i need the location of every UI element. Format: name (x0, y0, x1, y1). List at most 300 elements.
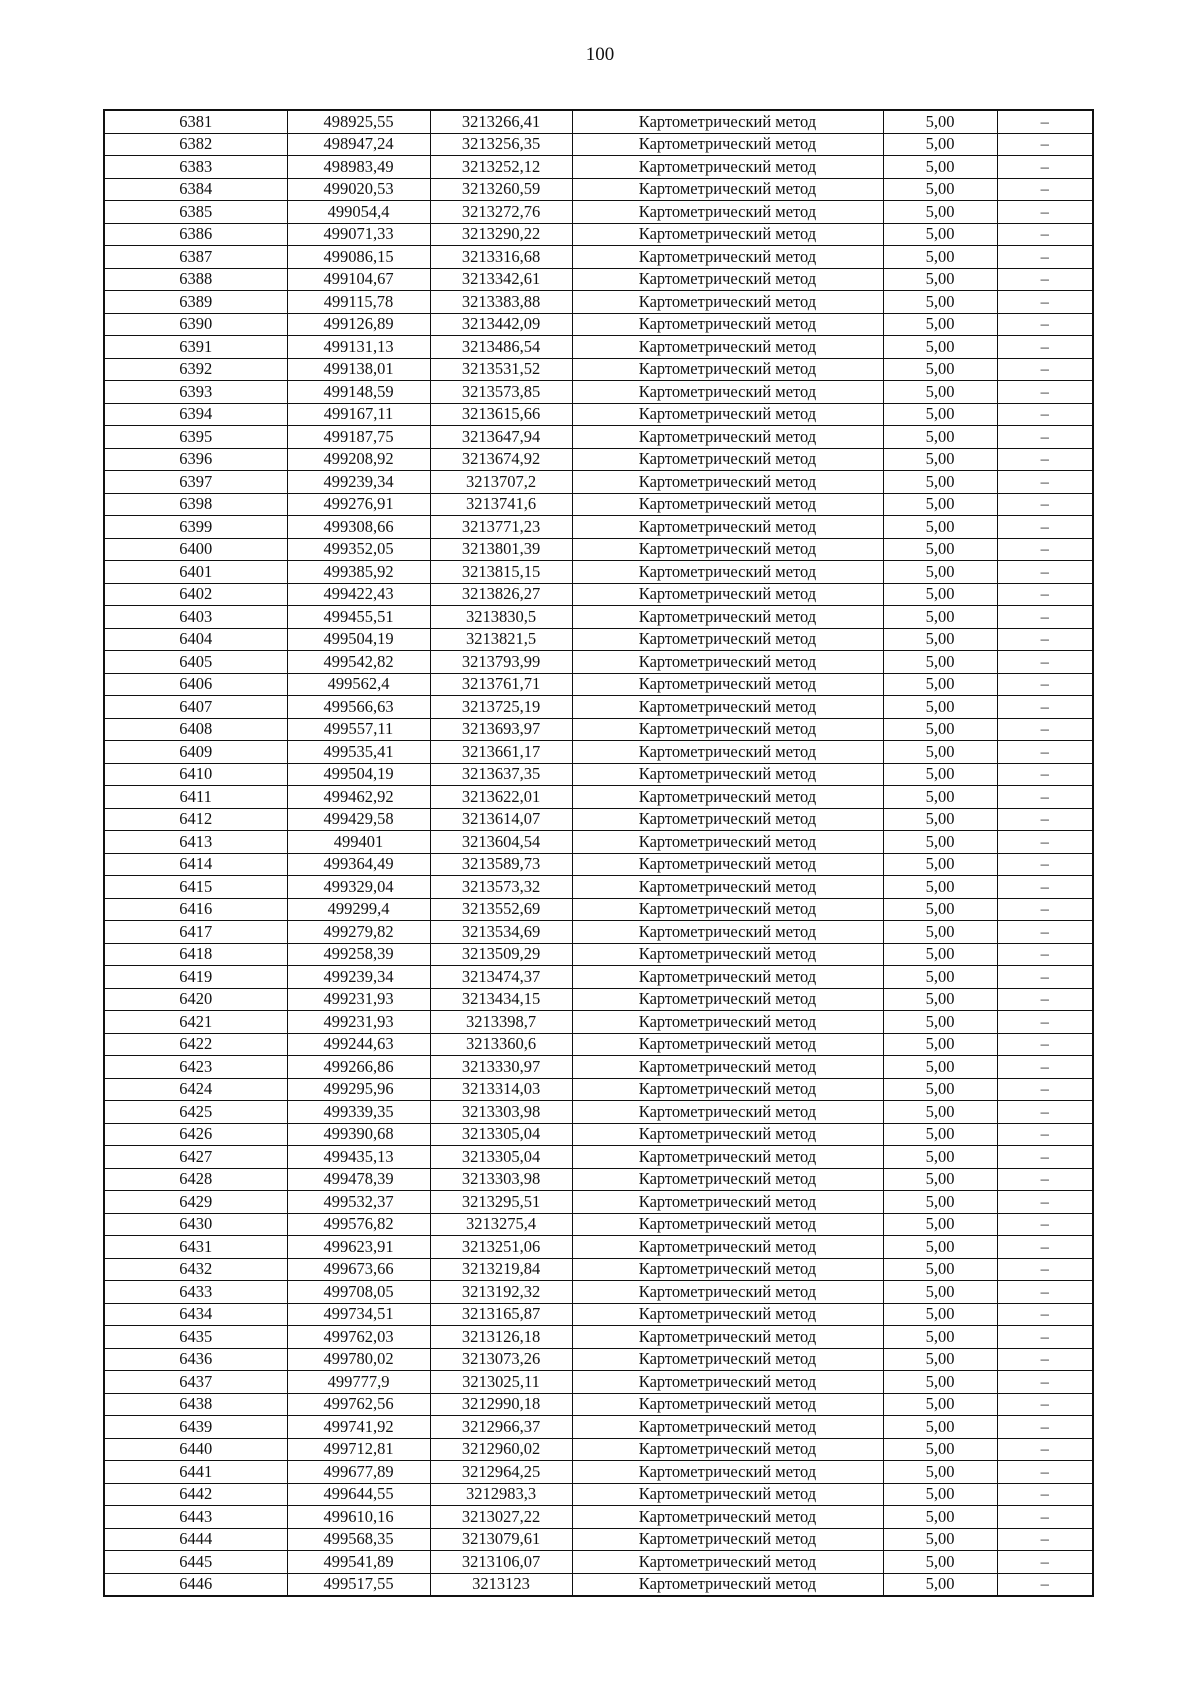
accuracy-cell: 5,00 (883, 583, 997, 606)
method-cell: Картометрический метод (572, 831, 883, 854)
method-cell: Картометрический метод (572, 1551, 883, 1574)
x-coordinate-cell: 499623,91 (287, 1236, 430, 1259)
x-coordinate-cell: 498983,49 (287, 156, 430, 179)
point-number-cell: 6433 (104, 1281, 287, 1304)
note-cell: – (997, 1281, 1093, 1304)
point-number-cell: 6417 (104, 921, 287, 944)
y-coordinate-cell: 3213661,17 (430, 741, 572, 764)
x-coordinate-cell: 499780,02 (287, 1348, 430, 1371)
accuracy-cell: 5,00 (883, 943, 997, 966)
table-row (104, 403, 1093, 426)
table-row (104, 516, 1093, 539)
table-row (104, 223, 1093, 246)
method-cell: Картометрический метод (572, 696, 883, 719)
method-cell: Картометрический метод (572, 336, 883, 359)
x-coordinate-cell: 499504,19 (287, 763, 430, 786)
x-coordinate-cell: 499308,66 (287, 516, 430, 539)
x-coordinate-cell: 499208,92 (287, 448, 430, 471)
method-cell: Картометрический метод (572, 921, 883, 944)
note-cell: – (997, 1303, 1093, 1326)
point-number-cell: 6396 (104, 448, 287, 471)
accuracy-cell: 5,00 (883, 1213, 997, 1236)
point-number-cell: 6431 (104, 1236, 287, 1259)
y-coordinate-cell: 3213252,12 (430, 156, 572, 179)
note-cell: – (997, 1438, 1093, 1461)
accuracy-cell: 5,00 (883, 1056, 997, 1079)
y-coordinate-cell: 3212990,18 (430, 1393, 572, 1416)
y-coordinate-cell: 3213647,94 (430, 426, 572, 449)
x-coordinate-cell: 499231,93 (287, 1011, 430, 1034)
x-coordinate-cell: 499258,39 (287, 943, 430, 966)
y-coordinate-cell: 3213256,35 (430, 133, 572, 156)
x-coordinate-cell: 499532,37 (287, 1191, 430, 1214)
table-row (104, 1528, 1093, 1551)
accuracy-cell: 5,00 (883, 223, 997, 246)
y-coordinate-cell: 3213260,59 (430, 178, 572, 201)
note-cell: – (997, 1101, 1093, 1124)
point-number-cell: 6399 (104, 516, 287, 539)
note-cell: – (997, 808, 1093, 831)
table-row (104, 1438, 1093, 1461)
table-row (104, 673, 1093, 696)
y-coordinate-cell: 3213295,51 (430, 1191, 572, 1214)
note-cell: – (997, 133, 1093, 156)
point-number-cell: 6403 (104, 606, 287, 629)
y-coordinate-cell: 3213398,7 (430, 1011, 572, 1034)
table-row (104, 133, 1093, 156)
x-coordinate-cell: 499504,19 (287, 628, 430, 651)
note-cell: – (997, 1371, 1093, 1394)
y-coordinate-cell: 3213622,01 (430, 786, 572, 809)
x-coordinate-cell: 499115,78 (287, 291, 430, 314)
accuracy-cell: 5,00 (883, 110, 997, 133)
x-coordinate-cell: 499352,05 (287, 538, 430, 561)
point-number-cell: 6408 (104, 718, 287, 741)
method-cell: Картометрический метод (572, 156, 883, 179)
point-number-cell: 6426 (104, 1123, 287, 1146)
note-cell: – (997, 1416, 1093, 1439)
table-row (104, 1011, 1093, 1034)
y-coordinate-cell: 3213342,61 (430, 268, 572, 291)
x-coordinate-cell: 499385,92 (287, 561, 430, 584)
y-coordinate-cell: 3213303,98 (430, 1168, 572, 1191)
table-row (104, 583, 1093, 606)
accuracy-cell: 5,00 (883, 763, 997, 786)
y-coordinate-cell: 3212960,02 (430, 1438, 572, 1461)
method-cell: Картометрический метод (572, 1461, 883, 1484)
y-coordinate-cell: 3213330,97 (430, 1056, 572, 1079)
method-cell: Картометрический метод (572, 1258, 883, 1281)
table-row (104, 1573, 1093, 1596)
point-number-cell: 6428 (104, 1168, 287, 1191)
y-coordinate-cell: 3213079,61 (430, 1528, 572, 1551)
note-cell: – (997, 853, 1093, 876)
point-number-cell: 6411 (104, 786, 287, 809)
y-coordinate-cell: 3213272,76 (430, 201, 572, 224)
y-coordinate-cell: 3213589,73 (430, 853, 572, 876)
x-coordinate-cell: 499673,66 (287, 1258, 430, 1281)
y-coordinate-cell: 3212964,25 (430, 1461, 572, 1484)
x-coordinate-cell: 499762,03 (287, 1326, 430, 1349)
method-cell: Картометрический метод (572, 1303, 883, 1326)
point-number-cell: 6439 (104, 1416, 287, 1439)
coordinates-table (103, 109, 1094, 1597)
y-coordinate-cell: 3213725,19 (430, 696, 572, 719)
method-cell: Картометрический метод (572, 876, 883, 899)
y-coordinate-cell: 3213290,22 (430, 223, 572, 246)
table-row (104, 381, 1093, 404)
note-cell: – (997, 561, 1093, 584)
method-cell: Картометрический метод (572, 898, 883, 921)
point-number-cell: 6383 (104, 156, 287, 179)
accuracy-cell: 5,00 (883, 1461, 997, 1484)
note-cell: – (997, 1168, 1093, 1191)
method-cell: Картометрический метод (572, 966, 883, 989)
accuracy-cell: 5,00 (883, 1326, 997, 1349)
note-cell: – (997, 178, 1093, 201)
method-cell: Картометрический метод (572, 583, 883, 606)
x-coordinate-cell: 499535,41 (287, 741, 430, 764)
note-cell: – (997, 201, 1093, 224)
note-cell: – (997, 943, 1093, 966)
accuracy-cell: 5,00 (883, 898, 997, 921)
accuracy-cell: 5,00 (883, 1371, 997, 1394)
method-cell: Картометрический метод (572, 651, 883, 674)
method-cell: Картометрический метод (572, 853, 883, 876)
note-cell: – (997, 1078, 1093, 1101)
point-number-cell: 6438 (104, 1393, 287, 1416)
table-row (104, 178, 1093, 201)
y-coordinate-cell: 3212983,3 (430, 1483, 572, 1506)
method-cell: Картометрический метод (572, 1371, 883, 1394)
point-number-cell: 6398 (104, 493, 287, 516)
x-coordinate-cell: 499677,89 (287, 1461, 430, 1484)
y-coordinate-cell: 3213615,66 (430, 403, 572, 426)
y-coordinate-cell: 3213305,04 (430, 1123, 572, 1146)
method-cell: Картометрический метод (572, 493, 883, 516)
method-cell: Картометрический метод (572, 628, 883, 651)
table-row (104, 876, 1093, 899)
accuracy-cell: 5,00 (883, 1101, 997, 1124)
y-coordinate-cell: 3213434,15 (430, 988, 572, 1011)
x-coordinate-cell: 499266,86 (287, 1056, 430, 1079)
accuracy-cell: 5,00 (883, 1528, 997, 1551)
point-number-cell: 6404 (104, 628, 287, 651)
point-number-cell: 6400 (104, 538, 287, 561)
point-number-cell: 6427 (104, 1146, 287, 1169)
accuracy-cell: 5,00 (883, 246, 997, 269)
point-number-cell: 6437 (104, 1371, 287, 1394)
note-cell: – (997, 358, 1093, 381)
note-cell: – (997, 1573, 1093, 1596)
note-cell: – (997, 921, 1093, 944)
method-cell: Картометрический метод (572, 1011, 883, 1034)
point-number-cell: 6415 (104, 876, 287, 899)
table-row (104, 448, 1093, 471)
accuracy-cell: 5,00 (883, 448, 997, 471)
method-cell: Картометрический метод (572, 1123, 883, 1146)
note-cell: – (997, 493, 1093, 516)
note-cell: – (997, 1213, 1093, 1236)
x-coordinate-cell: 499462,92 (287, 786, 430, 809)
accuracy-cell: 5,00 (883, 1506, 997, 1529)
accuracy-cell: 5,00 (883, 403, 997, 426)
point-number-cell: 6389 (104, 291, 287, 314)
note-cell: – (997, 110, 1093, 133)
y-coordinate-cell: 3213674,92 (430, 448, 572, 471)
point-number-cell: 6393 (104, 381, 287, 404)
x-coordinate-cell: 499167,11 (287, 403, 430, 426)
accuracy-cell: 5,00 (883, 1348, 997, 1371)
accuracy-cell: 5,00 (883, 651, 997, 674)
y-coordinate-cell: 3213693,97 (430, 718, 572, 741)
accuracy-cell: 5,00 (883, 718, 997, 741)
point-number-cell: 6419 (104, 966, 287, 989)
y-coordinate-cell: 3213741,6 (430, 493, 572, 516)
accuracy-cell: 5,00 (883, 538, 997, 561)
point-number-cell: 6401 (104, 561, 287, 584)
note-cell: – (997, 831, 1093, 854)
point-number-cell: 6382 (104, 133, 287, 156)
method-cell: Картометрический метод (572, 291, 883, 314)
y-coordinate-cell: 3213552,69 (430, 898, 572, 921)
note-cell: – (997, 1326, 1093, 1349)
accuracy-cell: 5,00 (883, 516, 997, 539)
y-coordinate-cell: 3213534,69 (430, 921, 572, 944)
point-number-cell: 6445 (104, 1551, 287, 1574)
note-cell: – (997, 583, 1093, 606)
accuracy-cell: 5,00 (883, 201, 997, 224)
table-row (104, 1033, 1093, 1056)
point-number-cell: 6432 (104, 1258, 287, 1281)
accuracy-cell: 5,00 (883, 966, 997, 989)
y-coordinate-cell: 3213573,32 (430, 876, 572, 899)
x-coordinate-cell: 499239,34 (287, 471, 430, 494)
method-cell: Картометрический метод (572, 133, 883, 156)
table-row (104, 831, 1093, 854)
x-coordinate-cell: 499231,93 (287, 988, 430, 1011)
point-number-cell: 6406 (104, 673, 287, 696)
y-coordinate-cell: 3213826,27 (430, 583, 572, 606)
y-coordinate-cell: 3213383,88 (430, 291, 572, 314)
y-coordinate-cell: 3213801,39 (430, 538, 572, 561)
method-cell: Картометрический метод (572, 381, 883, 404)
x-coordinate-cell: 499364,49 (287, 853, 430, 876)
method-cell: Картометрический метод (572, 358, 883, 381)
point-number-cell: 6425 (104, 1101, 287, 1124)
method-cell: Картометрический метод (572, 1416, 883, 1439)
point-number-cell: 6441 (104, 1461, 287, 1484)
accuracy-cell: 5,00 (883, 178, 997, 201)
accuracy-cell: 5,00 (883, 1573, 997, 1596)
point-number-cell: 6418 (104, 943, 287, 966)
x-coordinate-cell: 499741,92 (287, 1416, 430, 1439)
x-coordinate-cell: 499279,82 (287, 921, 430, 944)
y-coordinate-cell: 3213316,68 (430, 246, 572, 269)
table-row (104, 1146, 1093, 1169)
accuracy-cell: 5,00 (883, 156, 997, 179)
table-row (104, 1101, 1093, 1124)
note-cell: – (997, 1191, 1093, 1214)
method-cell: Картометрический метод (572, 1573, 883, 1596)
method-cell: Картометрический метод (572, 1236, 883, 1259)
y-coordinate-cell: 3213614,07 (430, 808, 572, 831)
point-number-cell: 6446 (104, 1573, 287, 1596)
note-cell: – (997, 718, 1093, 741)
note-cell: – (997, 1033, 1093, 1056)
note-cell: – (997, 426, 1093, 449)
x-coordinate-cell: 499566,63 (287, 696, 430, 719)
table-row (104, 201, 1093, 224)
x-coordinate-cell: 499712,81 (287, 1438, 430, 1461)
y-coordinate-cell: 3213815,15 (430, 561, 572, 584)
note-cell: – (997, 336, 1093, 359)
method-cell: Картометрический метод (572, 178, 883, 201)
method-cell: Картометрический метод (572, 268, 883, 291)
x-coordinate-cell: 499610,16 (287, 1506, 430, 1529)
accuracy-cell: 5,00 (883, 1168, 997, 1191)
y-coordinate-cell: 3213761,71 (430, 673, 572, 696)
x-coordinate-cell: 498947,24 (287, 133, 430, 156)
accuracy-cell: 5,00 (883, 1483, 997, 1506)
x-coordinate-cell: 499777,9 (287, 1371, 430, 1394)
method-cell: Картометрический метод (572, 808, 883, 831)
table-row (104, 471, 1093, 494)
point-number-cell: 6424 (104, 1078, 287, 1101)
y-coordinate-cell: 3213442,09 (430, 313, 572, 336)
point-number-cell: 6435 (104, 1326, 287, 1349)
accuracy-cell: 5,00 (883, 1303, 997, 1326)
y-coordinate-cell: 3213073,26 (430, 1348, 572, 1371)
point-number-cell: 6407 (104, 696, 287, 719)
x-coordinate-cell: 499478,39 (287, 1168, 430, 1191)
method-cell: Картометрический метод (572, 1393, 883, 1416)
y-coordinate-cell: 3213707,2 (430, 471, 572, 494)
note-cell: – (997, 403, 1093, 426)
method-cell: Картометрический метод (572, 516, 883, 539)
accuracy-cell: 5,00 (883, 696, 997, 719)
table-row (104, 561, 1093, 584)
note-cell: – (997, 966, 1093, 989)
method-cell: Картометрический метод (572, 1281, 883, 1304)
accuracy-cell: 5,00 (883, 133, 997, 156)
table-row (104, 358, 1093, 381)
y-coordinate-cell: 3213027,22 (430, 1506, 572, 1529)
method-cell: Картометрический метод (572, 561, 883, 584)
method-cell: Картометрический метод (572, 741, 883, 764)
y-coordinate-cell: 3213821,5 (430, 628, 572, 651)
table-row (104, 538, 1093, 561)
note-cell: – (997, 448, 1093, 471)
accuracy-cell: 5,00 (883, 1393, 997, 1416)
point-number-cell: 6422 (104, 1033, 287, 1056)
x-coordinate-cell: 499401 (287, 831, 430, 854)
table-row (104, 336, 1093, 359)
accuracy-cell: 5,00 (883, 741, 997, 764)
x-coordinate-cell: 499390,68 (287, 1123, 430, 1146)
note-cell: – (997, 673, 1093, 696)
y-coordinate-cell: 3213531,52 (430, 358, 572, 381)
accuracy-cell: 5,00 (883, 1416, 997, 1439)
table-row (104, 1258, 1093, 1281)
table-row (104, 1483, 1093, 1506)
y-coordinate-cell: 3213303,98 (430, 1101, 572, 1124)
y-coordinate-cell: 3213830,5 (430, 606, 572, 629)
y-coordinate-cell: 3213637,35 (430, 763, 572, 786)
note-cell: – (997, 696, 1093, 719)
method-cell: Картометрический метод (572, 1213, 883, 1236)
table-row (104, 426, 1093, 449)
table-row (104, 808, 1093, 831)
table-row (104, 628, 1093, 651)
point-number-cell: 6381 (104, 110, 287, 133)
method-cell: Картометрический метод (572, 1056, 883, 1079)
table-row (104, 268, 1093, 291)
note-cell: – (997, 1461, 1093, 1484)
table-row (104, 1371, 1093, 1394)
note-cell: – (997, 1393, 1093, 1416)
point-number-cell: 6397 (104, 471, 287, 494)
table-row (104, 1168, 1093, 1191)
x-coordinate-cell: 499455,51 (287, 606, 430, 629)
note-cell: – (997, 381, 1093, 404)
note-cell: – (997, 1011, 1093, 1034)
point-number-cell: 6409 (104, 741, 287, 764)
accuracy-cell: 5,00 (883, 1123, 997, 1146)
x-coordinate-cell: 499086,15 (287, 246, 430, 269)
x-coordinate-cell: 499644,55 (287, 1483, 430, 1506)
note-cell: – (997, 516, 1093, 539)
point-number-cell: 6392 (104, 358, 287, 381)
accuracy-cell: 5,00 (883, 561, 997, 584)
accuracy-cell: 5,00 (883, 831, 997, 854)
point-number-cell: 6410 (104, 763, 287, 786)
x-coordinate-cell: 499148,59 (287, 381, 430, 404)
x-coordinate-cell: 499557,11 (287, 718, 430, 741)
table-row (104, 1213, 1093, 1236)
note-cell: – (997, 606, 1093, 629)
method-cell: Картометрический метод (572, 471, 883, 494)
table-row (104, 1506, 1093, 1529)
note-cell: – (997, 313, 1093, 336)
x-coordinate-cell: 499542,82 (287, 651, 430, 674)
method-cell: Картометрический метод (572, 1033, 883, 1056)
method-cell: Картометрический метод (572, 786, 883, 809)
y-coordinate-cell: 3213025,11 (430, 1371, 572, 1394)
point-number-cell: 6444 (104, 1528, 287, 1551)
y-coordinate-cell: 3213573,85 (430, 381, 572, 404)
table-row (104, 1551, 1093, 1574)
note-cell: – (997, 651, 1093, 674)
accuracy-cell: 5,00 (883, 1078, 997, 1101)
point-number-cell: 6388 (104, 268, 287, 291)
accuracy-cell: 5,00 (883, 853, 997, 876)
y-coordinate-cell: 3213793,99 (430, 651, 572, 674)
point-number-cell: 6416 (104, 898, 287, 921)
point-number-cell: 6391 (104, 336, 287, 359)
x-coordinate-cell: 499762,56 (287, 1393, 430, 1416)
point-number-cell: 6429 (104, 1191, 287, 1214)
method-cell: Картометрический метод (572, 426, 883, 449)
accuracy-cell: 5,00 (883, 1281, 997, 1304)
x-coordinate-cell: 499541,89 (287, 1551, 430, 1574)
method-cell: Картометрический метод (572, 403, 883, 426)
note-cell: – (997, 1528, 1093, 1551)
table-row (104, 606, 1093, 629)
accuracy-cell: 5,00 (883, 628, 997, 651)
note-cell: – (997, 876, 1093, 899)
note-cell: – (997, 538, 1093, 561)
